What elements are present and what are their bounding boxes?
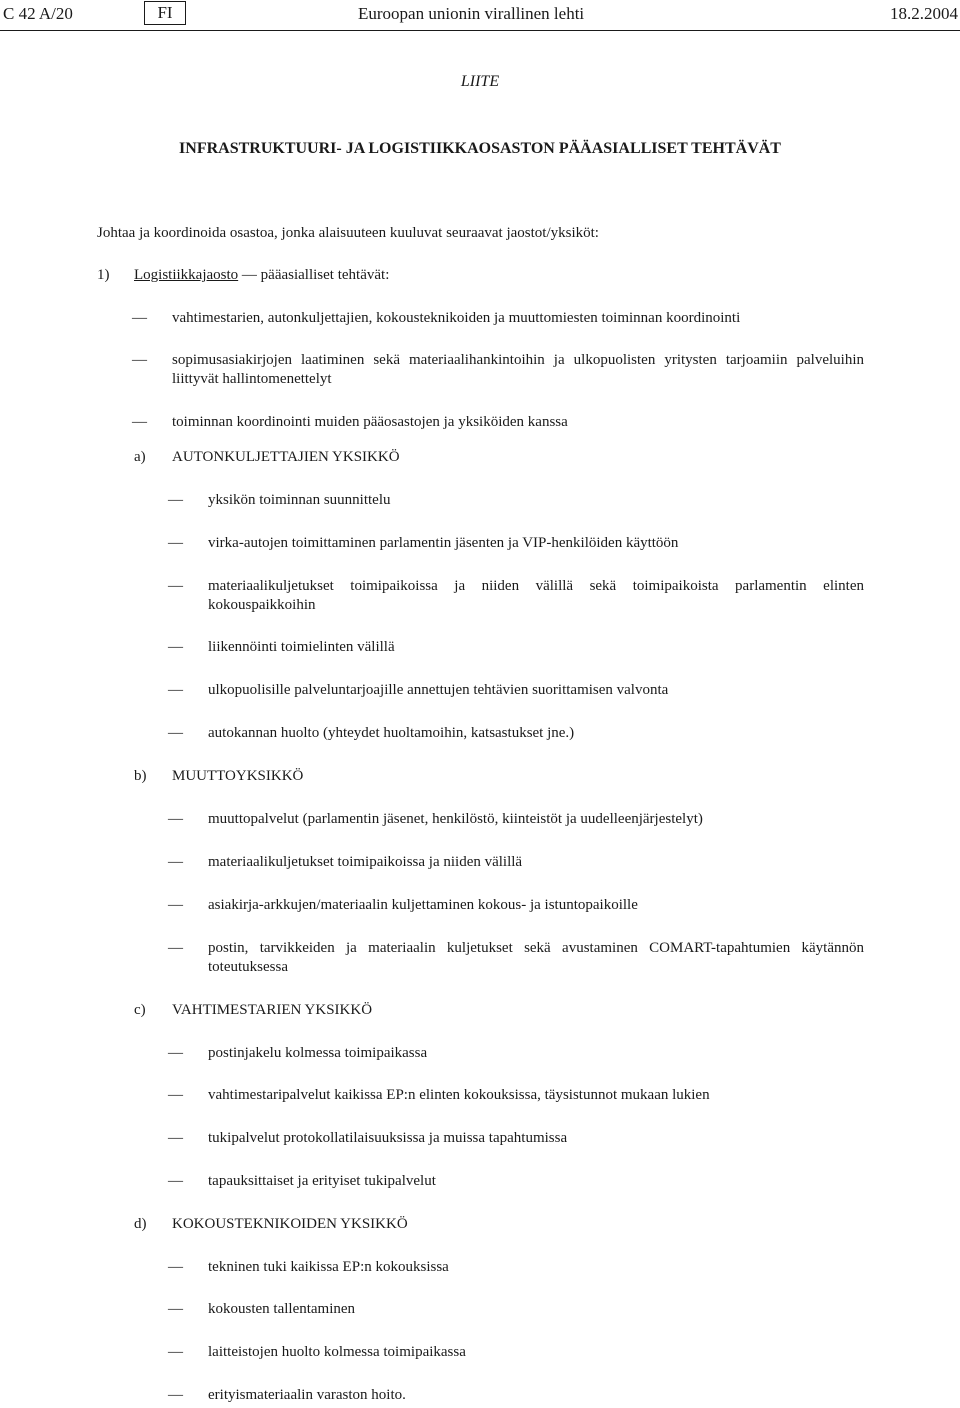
section-heading	[134, 266, 389, 285]
dash-marker: —	[168, 1045, 183, 1061]
list-item-text: asiakirja-arkkujen/materiaalin kuljettaminen kokous- ja istuntopaikoille	[208, 897, 638, 913]
list-item	[168, 1386, 864, 1405]
list-item-text: materiaalikuljetukset toimipaikoissa ja niiden välillä	[208, 854, 523, 870]
dash-marker: —	[132, 414, 147, 430]
list-item	[168, 491, 864, 510]
unit-letter: b)	[134, 768, 147, 784]
list-item	[168, 1086, 864, 1105]
list-item-text: tapauksittaiset ja erityiset tukipalvelut	[208, 1173, 436, 1189]
list-item	[168, 1172, 864, 1191]
list-item-text: muuttopalvelut (parlamentin jäsenet, henkilöstö, kiinteistöt ja uudelleenjärjestelyt)	[208, 811, 703, 827]
section-name: Logistiikkajaosto	[134, 267, 239, 283]
list-item-text: liikennöinti toimielinten välillä	[208, 639, 395, 655]
section-number: 1)	[97, 267, 110, 283]
dash-marker: —	[132, 352, 147, 368]
list-item-text: materiaalikuljetukset toimipaikoissa ja niiden välillä sekä toimipaikoista parlamentin elinten kokouspaikkoihin	[208, 578, 864, 613]
list-item	[168, 1300, 864, 1319]
list-item	[168, 1258, 864, 1277]
unit-title: MUUTTOYKSIKKÖ	[172, 768, 304, 784]
dash-marker: —	[168, 1301, 183, 1317]
unit-letter: d)	[134, 1216, 147, 1232]
section-suffix: — pääasialliset tehtävät:	[238, 267, 390, 283]
page-header	[0, 0, 960, 32]
list-item-text: sopimusasiakirjojen laatiminen sekä materiaalihankintoihin ja ulkopuolisten yritysten tarjoamiin palveluihin liittyvät hallintomenettelyt	[172, 352, 864, 387]
header-rule	[0, 30, 960, 31]
dash-marker: —	[168, 1087, 183, 1103]
intro-paragraph: Johtaa ja koordinoida osastoa, jonka alaisuuteen kuuluvat seuraavat jaostot/yksiköt:	[97, 225, 599, 241]
list-item-text: vahtimestaripalvelut kaikissa EP:n elinten kokouksissa, täysistunnot mukaan lukien	[208, 1087, 710, 1103]
list-item	[168, 577, 864, 615]
list-item	[168, 853, 864, 872]
list-item	[168, 810, 864, 829]
list-item	[168, 681, 864, 700]
dash-marker: —	[168, 682, 183, 698]
dash-marker: —	[132, 310, 147, 326]
dash-marker: —	[168, 492, 183, 508]
dash-marker: —	[168, 639, 183, 655]
dash-marker: —	[168, 811, 183, 827]
unit-letter: a)	[134, 449, 146, 465]
list-item	[168, 1129, 864, 1148]
publication-date: 18.2.2004	[890, 4, 958, 23]
list-item-text: yksikön toiminnan suunnittelu	[208, 492, 391, 508]
list-item-text: postin, tarvikkeiden ja materiaalin kuljetukset sekä avustaminen COMART-tapahtumien käytännön toteutuksessa	[208, 940, 864, 975]
unit-title: KOKOUSTEKNIKOIDEN YKSIKKÖ	[172, 1216, 408, 1232]
annex-label: LIITE	[460, 73, 500, 90]
list-item-text: toiminnan koordinointi muiden pääosastojen ja yksiköiden kanssa	[172, 414, 568, 430]
unit-letter: c)	[134, 1002, 146, 1018]
list-item-text: autokannan huolto (yhteydet huoltamoihin, katsastukset jne.)	[208, 725, 575, 741]
list-item	[168, 1343, 864, 1362]
list-item-text: erityismateriaalin varaston hoito.	[208, 1387, 406, 1403]
dash-marker: —	[168, 1130, 183, 1146]
list-item-text: tukipalvelut protokollatilaisuuksissa ja muissa tapahtumissa	[208, 1130, 568, 1146]
list-item	[132, 309, 864, 328]
dash-marker: —	[168, 578, 183, 594]
dash-marker: —	[168, 854, 183, 870]
dash-marker: —	[168, 1387, 183, 1403]
list-item-text: laitteistojen huolto kolmessa toimipaikassa	[208, 1344, 466, 1360]
list-item	[168, 724, 864, 743]
list-item	[168, 1044, 864, 1063]
dash-marker: —	[168, 940, 183, 956]
list-item	[168, 534, 864, 553]
list-item	[132, 351, 864, 389]
list-item-text: ulkopuolisille palveluntarjoajille annettujen tehtävien suorittamisen valvonta	[208, 682, 669, 698]
list-item	[168, 939, 864, 977]
list-item-text: virka-autojen toimittaminen parlamentin jäsenten ja VIP-henkilöiden käyttöön	[208, 535, 679, 551]
dash-marker: —	[168, 535, 183, 551]
list-item	[132, 413, 864, 432]
journal-reference: C 42 A/20	[3, 4, 73, 23]
list-item	[168, 896, 864, 915]
language-code-box: FI	[144, 1, 186, 25]
dash-marker: —	[168, 897, 183, 913]
list-item-text: kokousten tallentaminen	[208, 1301, 356, 1317]
list-item-text: tekninen tuki kaikissa EP:n kokouksissa	[208, 1259, 449, 1275]
dash-marker: —	[168, 1259, 183, 1275]
dash-marker: —	[168, 1173, 183, 1189]
document-title: INFRASTRUKTUURI- JA LOGISTIIKKAOSASTON PÄÄASIALLISET TEHTÄVÄT	[179, 140, 781, 157]
list-item-text: postinjakelu kolmessa toimipaikassa	[208, 1045, 428, 1061]
unit-title: VAHTIMESTARIEN YKSIKKÖ	[172, 1002, 373, 1018]
list-item-text: vahtimestarien, autonkuljettajien, kokousteknikoiden ja muuttomiesten toiminnan koordinointi	[172, 310, 741, 326]
list-item	[168, 638, 864, 657]
dash-marker: —	[168, 725, 183, 741]
dash-marker: —	[168, 1344, 183, 1360]
unit-title: AUTONKULJETTAJIEN YKSIKKÖ	[172, 449, 400, 465]
publication-title: Euroopan unionin virallinen lehti	[358, 4, 585, 23]
